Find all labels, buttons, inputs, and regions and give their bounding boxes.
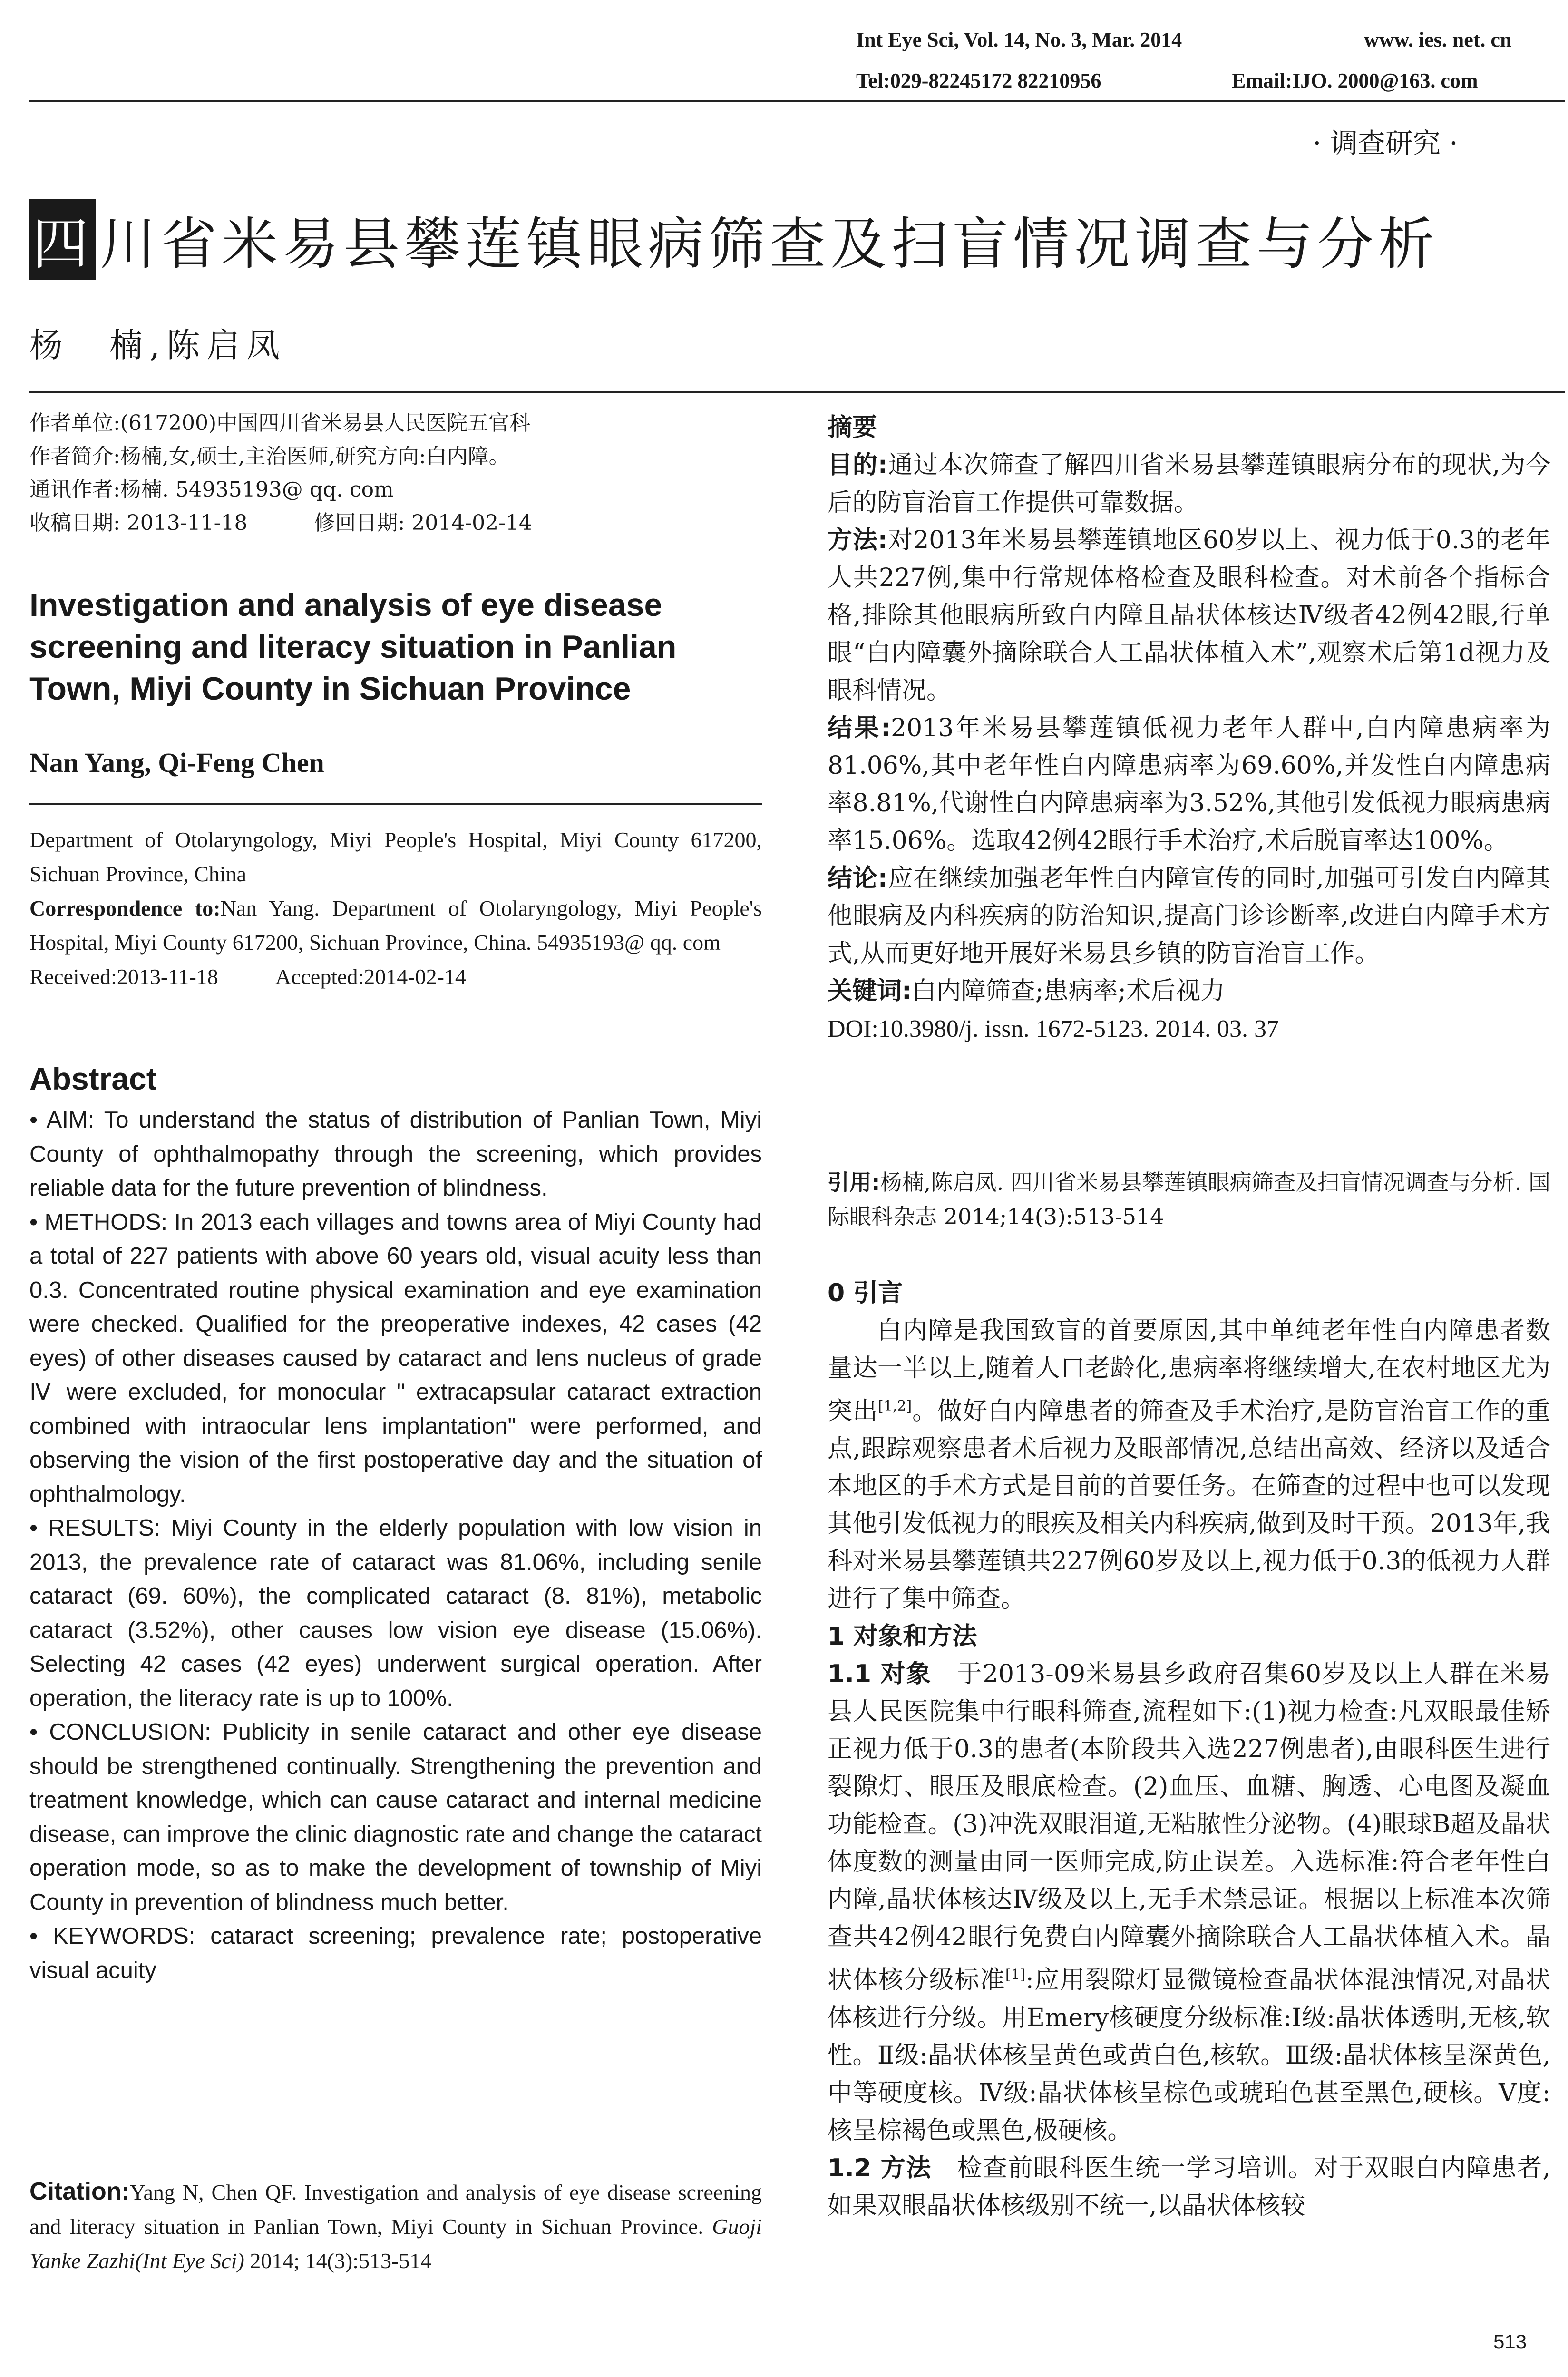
abstract-en bbox=[29, 1103, 762, 1987]
correspondence-en bbox=[29, 891, 762, 960]
page-number: 513 bbox=[1493, 2330, 1527, 2353]
journal-email: Email:IJO. 2000@163. com bbox=[1232, 69, 1478, 92]
objective-text: 通过本次筛查了解四川省米易县攀莲镇眼病分布的现状,为今后的防盲治盲工作提供可靠数据。 bbox=[828, 451, 1551, 517]
journal-info: Int Eye Sci, Vol. 14, No. 3, Mar. 2014 bbox=[856, 28, 1182, 51]
abstract-conclusion: • CONCLUSION: Publicity in senile cataract and other eye disease should be strengthened continually. Strengthening the prevention and treatment knowledge, which can cause cataract and internal medicine disease, can improve the clinic diagnostic rate and change the cataract operation mode, so as to make the development of township of Miyi County in prevention of blindness much better. bbox=[29, 1719, 762, 1915]
conclusion-label: 结论: bbox=[828, 864, 888, 893]
section11-text: 于2013-09米易县乡政府召集60岁及以上人群在米易县人民医院集中行眼科筛查,流程如下:(1)视力检查:凡双眼最佳矫正视力低于0.3的患者(本阶段共入选227例患者),由眼科医生进行裂隙灯、眼压及眼底检查。(2)血压、血糖、胸透、心电图及凝血功能检查。(3)冲洗双眼泪道,无粘脓性分泌物。(4)眼球B超及晶状体度数的测量由同一医师完成,防止误差。入选标准:符合老年性白内障,晶状体核达Ⅳ级及以上,无手术禁忌证。根据以上标准本次筛查共42例42眼行免费白内障囊外摘除联合人工晶状体植入术。晶状体核分级标准 bbox=[828, 1660, 1550, 1995]
affiliation-text: Department of Otolaryngology, Miyi People's Hospital, Miyi County 617200, Sichuan Province, China bbox=[29, 828, 762, 886]
received-date-cn: 收稿日期: 2013-11-18 bbox=[29, 511, 248, 535]
abstract-results: • RESULTS: Miyi County in the elderly population with low vision in 2013, the prevalence rate of cataract was 81.06%, including senile cataract (69. 60%), the complicated cataract (8. 81%), metabolic cataract (3.52%), other causes low vision eye disease (15.06%). Selecting 42 cases (42 eyes) underwent surgical operation. After operation, the literacy rate is up to 100%. bbox=[29, 1515, 762, 1711]
body-text bbox=[828, 1275, 1550, 2225]
abstract-heading-cn: 摘要 bbox=[828, 413, 877, 442]
keywords-label: 关键词: bbox=[828, 977, 912, 1005]
abstract-results-cn bbox=[828, 710, 1550, 860]
corresponding-author: 通讯作者:杨楠. 54935193@ qq. com bbox=[29, 477, 394, 502]
methods-label: 方法: bbox=[828, 526, 888, 555]
citation-text-en: Yang N, Chen QF. Investigation and analysis of eye disease screening and literacy situation in Panlian Town, Miyi County in Sichuan Province. bbox=[29, 2180, 762, 2239]
header-rule bbox=[29, 100, 1565, 102]
section11-paragraph bbox=[828, 1656, 1550, 2149]
article-title-en: Investigation and analysis of eye disease screening and literacy situation in Panlian Town, Miyi County in Sichuan Province bbox=[29, 587, 677, 707]
title-first-char: 四 bbox=[29, 199, 96, 280]
intro-paragraph bbox=[828, 1312, 1550, 1618]
keywords-text: 白内障筛查;患病率;术后视力 bbox=[911, 977, 1225, 1005]
section11-label: 1.1 对象 bbox=[828, 1660, 932, 1689]
citation-label-en: Citation: bbox=[29, 2178, 130, 2205]
intro-heading: 0 引言 bbox=[828, 1279, 903, 1307]
accepted-date-en: Accepted:2014-02-14 bbox=[275, 964, 466, 989]
author-info bbox=[29, 407, 762, 540]
section12-paragraph bbox=[828, 2150, 1550, 2225]
abstract-aim: • AIM: To understand the status of distribution of Panlian Town, Miyi County of ophthalmopathy through the screening, which provides reliable data for the future prevention of blindness. bbox=[29, 1107, 762, 1201]
citation-tail-en: 2014; 14(3):513-514 bbox=[244, 2249, 432, 2273]
authors-en: Nan Yang, Qi-Feng Chen bbox=[29, 747, 324, 778]
abstract-cn bbox=[828, 409, 1550, 1048]
section11-text-2: :应用裂隙灯显微镜检查晶状体混浊情况,对晶状体核进行分级。用Emery核硬度分级标准:Ⅰ级:晶状体透明,无核,软性。Ⅱ级:晶状体核呈黄色或黄白色,核软。Ⅲ级:晶状体核呈深黄色,中等硬度核。Ⅳ级:晶状体核呈棕色或琥珀色甚至黑色,硬核。Ⅴ度:核呈棕褐色或黑色,极硬核。 bbox=[828, 1966, 1550, 2145]
dates-en bbox=[29, 960, 762, 994]
correspondence-text: Nan Yang. Department of Otolaryngology, Miyi People's Hospital, Miyi County 617200, Sichuan Province, China. 54935193@ qq. com bbox=[29, 896, 762, 955]
author-bio: 作者简介:杨楠,女,硕士,主治医师,研究方向:白内障。 bbox=[29, 444, 510, 468]
objective-label: 目的: bbox=[828, 451, 888, 479]
methods-text: 对2013年米易县攀莲镇地区60岁以上、视力低于0.3的老年人共227例,集中行常规体格检查及眼科检查。对术前各个指标合格,排除其他眼病所致白内障且晶状体核达Ⅳ级者42例42眼,行单眼“白内障囊外摘除联合人工晶状体植入术”,观察术后第1d视力及眼科情况。 bbox=[828, 526, 1551, 705]
doi: DOI:10.3980/j. issn. 1672-5123. 2014. 03. 37 bbox=[828, 1015, 1279, 1042]
revised-date-cn: 修回日期: 2014-02-14 bbox=[314, 511, 532, 535]
abstract-keywords: • KEYWORDS: cataract screening; prevalence rate; postoperative visual acuity bbox=[29, 1923, 762, 1983]
abstract-heading-en: Abstract bbox=[29, 1061, 157, 1096]
affiliation-en bbox=[29, 823, 762, 994]
section1-heading: 1 对象和方法 bbox=[828, 1622, 977, 1651]
section11-ref: [1] bbox=[1005, 1967, 1026, 1984]
citation-text-cn: 杨楠,陈启凤. 四川省米易县攀莲镇眼病筛查及扫盲情况调查与分析. 国际眼科杂志 2014;14(3):513-514 bbox=[828, 1169, 1550, 1229]
intro-ref: [1,2] bbox=[878, 1398, 912, 1414]
correspondence-label: Correspondence to: bbox=[29, 896, 221, 920]
section12-label: 1.2 方法 bbox=[828, 2153, 932, 2182]
abstract-objective-cn bbox=[828, 447, 1550, 522]
received-date-en: Received:2013-11-18 bbox=[29, 964, 218, 989]
abstract-methods: • METHODS: In 2013 each villages and towns area of Miyi County had a total of 227 patients with above 60 years old, visual acuity less than 0.3. Concentrated routine physical examination and eye examination were checked. Qualified for the preoperative indexes, 42 cases (42 eyes) of other diseases caused by cataract and lens nucleus of grade Ⅳ were excluded, for monocular " extracapsular cataract extraction combined with intraocular lens implantation" were performed, and observing the vision of the first postoperative day and the situation of ophthalmology. bbox=[29, 1209, 762, 1507]
journal-website: www. ies. net. cn bbox=[1364, 28, 1512, 51]
intro-text-2: 。做好白内障患者的筛查及手术治疗,是防盲治盲工作的重点,跟踪观察患者术后视力及眼部情况,总结出高效、经济以及适合本地区的手术方式是目前的首要任务。在筛查的过程中也可以发现其他引发低视力的眼疾及相关内科疾病,做到及时干预。2013年,我科对米易县攀莲镇共227例60岁及以上,视力低于0.3的低视力人群进行了集中筛查。 bbox=[828, 1397, 1550, 1614]
intro-text: 白内障是我国致盲的首要原因,其中单纯老年性白内障患者数量达一半以上,随着人口老龄化,患病率将继续增大,在农村地区尤为突出 bbox=[828, 1316, 1550, 1426]
abstract-methods-cn bbox=[828, 522, 1550, 710]
citation-journal-en: Guoji Yanke Zazhi(Int Eye Sci) bbox=[29, 2214, 762, 2273]
abstract-conclusion-cn bbox=[828, 860, 1550, 973]
journal-tel: Tel:029-82245172 82210956 bbox=[856, 69, 1101, 92]
en-rule bbox=[29, 803, 762, 805]
authors-cn: 杨 楠,陈启凤 bbox=[29, 326, 287, 365]
title-rest: 川省米易县攀莲镇眼病筛查及扫盲情况调查与分析 bbox=[100, 211, 1440, 277]
title-rule bbox=[29, 391, 1565, 393]
section12-text: 检查前眼科医生统一学习培训。对于双眼白内障患者,如果双眼晶状体核级别不统一,以晶状体核较 bbox=[828, 2153, 1550, 2220]
section-label: · 调查研究 · bbox=[1313, 127, 1458, 159]
citation-label-cn: 引用: bbox=[828, 1169, 880, 1195]
citation-en bbox=[29, 2174, 762, 2278]
results-text: 2013年米易县攀莲镇低视力老年人群中,白内障患病率为81.06%,其中老年性白内障患病率为69.60%,并发性白内障患病率8.81%,代谢性白内障患病率为3.52%,其他引发低视力眼病患病率15.06%。选取42例42眼行手术治疗,术后脱盲率达100%。 bbox=[828, 714, 1550, 855]
results-label: 结果: bbox=[828, 714, 891, 742]
keywords-cn bbox=[828, 973, 1550, 1010]
article-title-cn bbox=[29, 199, 1439, 280]
citation-cn bbox=[828, 1165, 1550, 1234]
author-unit: 作者单位:(617200)中国四川省米易县人民医院五官科 bbox=[29, 411, 531, 435]
dates-cn bbox=[29, 507, 762, 540]
conclusion-text: 应在继续加强老年性白内障宣传的同时,加强可引发白内障其他眼病及内科疾病的防治知识,提高门诊诊断率,改进白内障手术方式,从而更好地开展好米易县乡镇的防盲治盲工作。 bbox=[828, 864, 1551, 968]
